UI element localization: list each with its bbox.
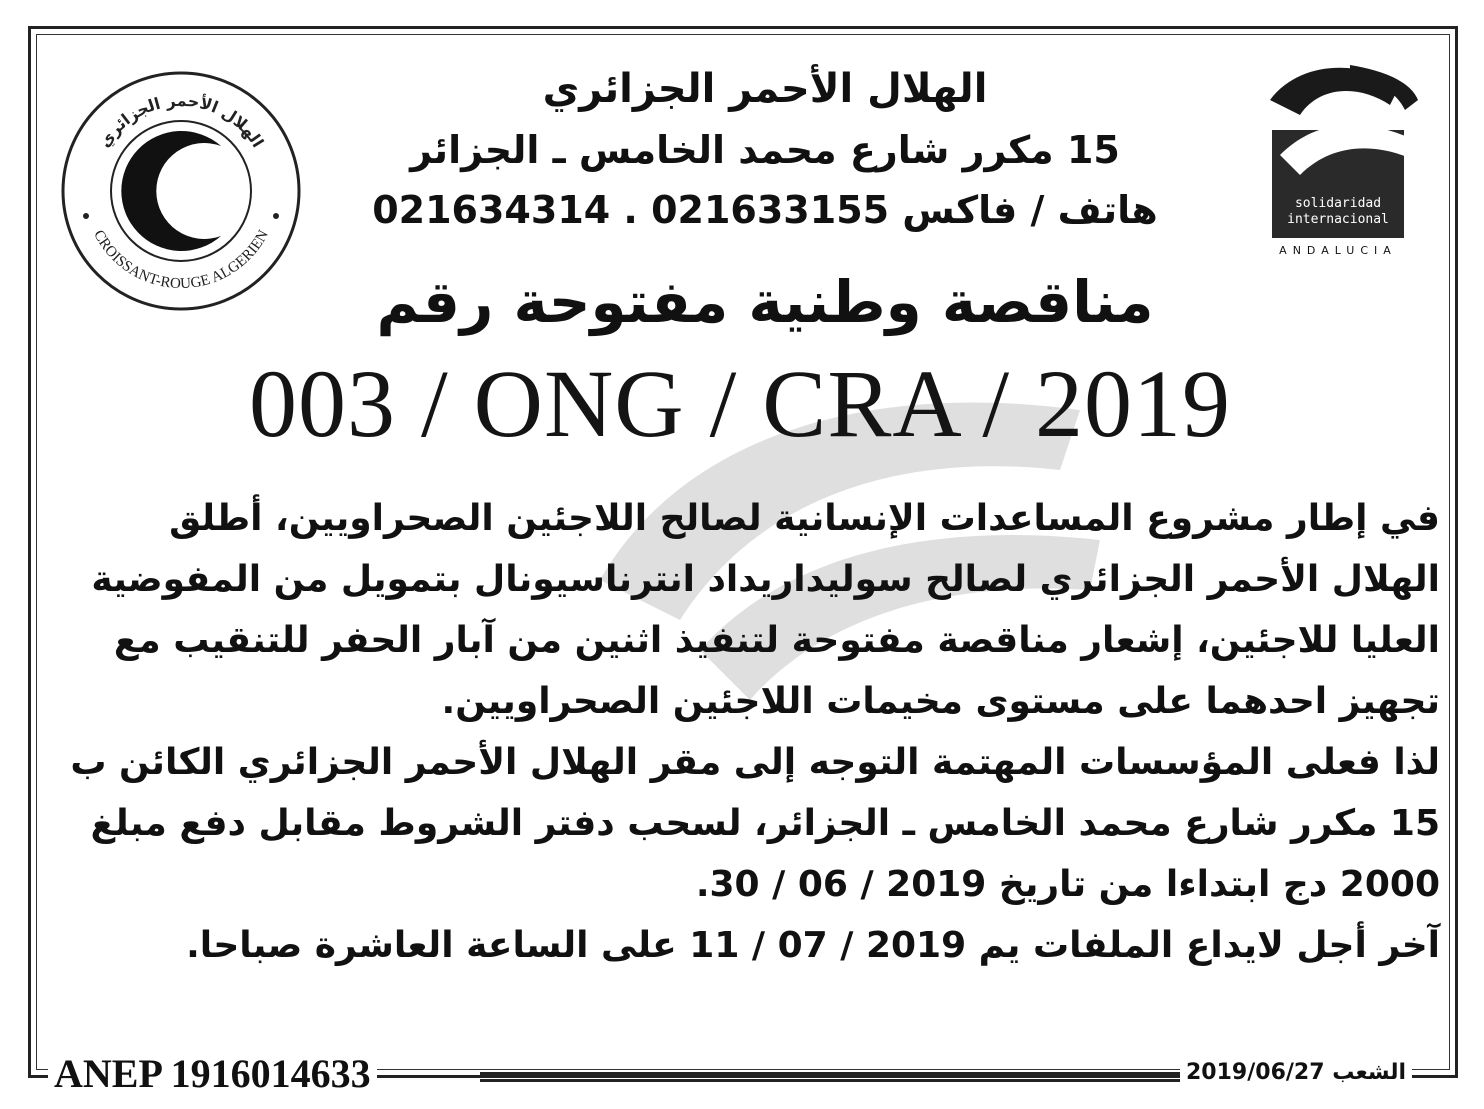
org-contact: هاتف / فاكس 021633155 . 021634314: [372, 188, 1158, 232]
logo-text-line1: solidaridad: [1294, 196, 1382, 211]
body-line: العليا للاجئين، إشعار مناقصة مفتوحة لتنفيذ اثنين من آبار الحفر للتنقيب مع: [113, 620, 1440, 661]
red-crescent-seal: [56, 66, 306, 316]
tender-title: مناقصة وطنية مفتوحة رقم: [376, 268, 1154, 336]
body-line: الهلال الأحمر الجزائري لصالح سوليداريداد انترناسيونال بتمويل من المفوضية: [91, 559, 1440, 600]
seal-french-text: CROISSANT-ROUGE ALGERIEN: [90, 227, 272, 293]
announcement-body: [60, 488, 1440, 976]
footer-rule: [480, 1072, 1180, 1082]
body-line: في إطار مشروع المساعدات الإنسانية لصالح اللاجئين الصحراويين، أطلق: [169, 498, 1440, 539]
body-line: آخر أجل لايداع الملفات يم 2019 / 07 / 11 على الساعة العاشرة صباحا.: [186, 925, 1440, 966]
body-line: تجهيز احدهما على مستوى مخيمات اللاجئين الصحراويين.: [441, 681, 1440, 722]
solidaridad-logo: [1250, 60, 1420, 260]
org-name: الهلال الأحمر الجزائري: [542, 66, 988, 112]
body-line: 2000 دج ابتداءا من تاريخ 2019 / 06 / 30.: [695, 864, 1440, 905]
body-line: لذا فعلى المؤسسات المهتمة التوجه إلى مقر الهلال الأحمر الجزائري الكائن ب: [70, 742, 1440, 783]
logo-text-line2: internacional: [1287, 212, 1389, 227]
newspaper-date: الشعب 2019/06/27: [1180, 1060, 1412, 1085]
org-address: 15 مكرر شارع محمد الخامس ـ الجزائر: [410, 128, 1120, 172]
body-line: 15 مكرر شارع محمد الخامس ـ الجزائر، لسحب دفتر الشروط مقابل دفع مبلغ: [90, 803, 1440, 844]
tender-reference: 003 / ONG / CRA / 2019: [248, 350, 1232, 457]
anep-reference: ANEP 1916014633: [48, 1050, 377, 1097]
seal-arabic-text: الهلال الأحمر الجزائري: [94, 90, 268, 151]
logo-subtitle: ANDALUCIA: [1279, 244, 1397, 257]
